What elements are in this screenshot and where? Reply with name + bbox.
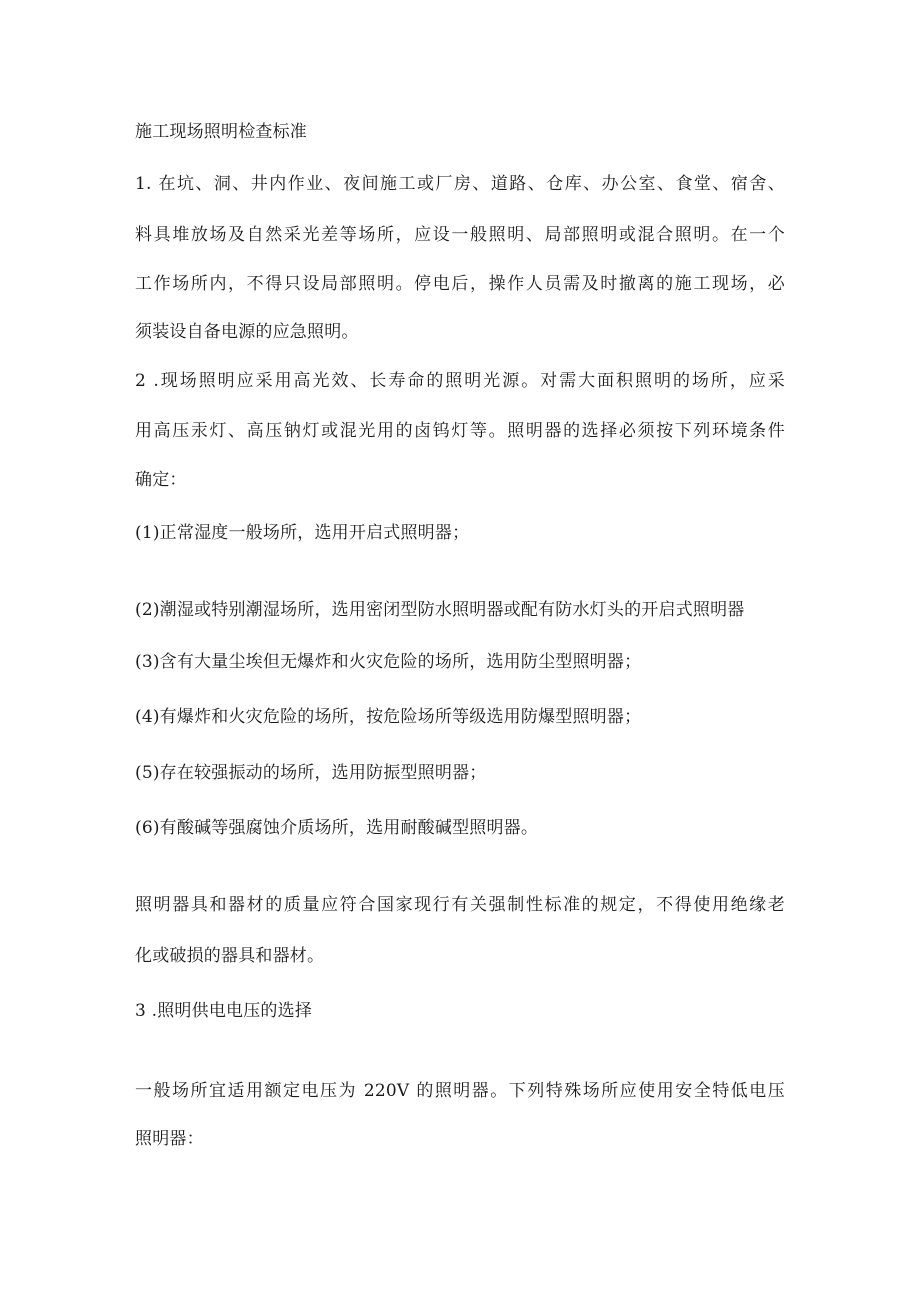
document-title: 施工现场照明检查标准 [135,122,307,142]
paragraph-line: 照明器具和器材的质量应符合国家现行有关强制性标准的规定，不得使用绝缘老 [135,895,785,915]
paragraph-line: 1. 在坑、洞、井内作业、夜间施工或厂房、道路、仓库、办公室、食堂、宿舍、 [135,174,785,194]
list-item: (1)正常湿度一般场所，选用开启式照明器； [135,523,470,543]
paragraph-line: 化或破损的器具和器材。 [135,946,325,966]
list-item: (2)潮湿或特别潮湿场所，选用密闭型防水照明器或配有防水灯头的开启式照明器 [135,600,745,620]
paragraph-line: 用高压汞灯、高压钠灯或混光用的卤钨灯等。照明器的选择必须按下列环境条件 [135,421,785,441]
paragraph-line: 2 .现场照明应采用高光效、长寿命的照明光源。对需大面积照明的场所，应采 [135,371,785,391]
paragraph-line: 须装设自备电源的应急照明。 [135,322,359,342]
list-item: (4)有爆炸和火灾危险的场所，按危险场所等级选用防爆型照明器； [135,707,642,727]
list-item: (6)有酸碱等强腐蚀介质场所，选用耐酸碱型照明器。 [135,818,539,838]
paragraph-line: 工作场所内，不得只设局部照明。停电后，操作人员需及时撤离的施工现场，必 [135,274,785,294]
paragraph-line: 一般场所宜适用额定电压为 220V 的照明器。下列特殊场所应使用安全特低电压 [135,1081,785,1101]
paragraph-line: 料具堆放场及自然采光差等场所，应设一般照明、局部照明或混合照明。在一个 [135,225,785,245]
section-heading: 3 .照明供电电压的选择 [135,1001,313,1021]
list-item: (3)含有大量尘埃但无爆炸和火灾危险的场所，选用防尘型照明器； [135,652,642,672]
paragraph-line: 确定： [135,470,187,490]
paragraph-line: 照明器： [135,1129,204,1149]
list-item: (5)存在较强振动的场所，选用防振型照明器； [135,763,487,783]
